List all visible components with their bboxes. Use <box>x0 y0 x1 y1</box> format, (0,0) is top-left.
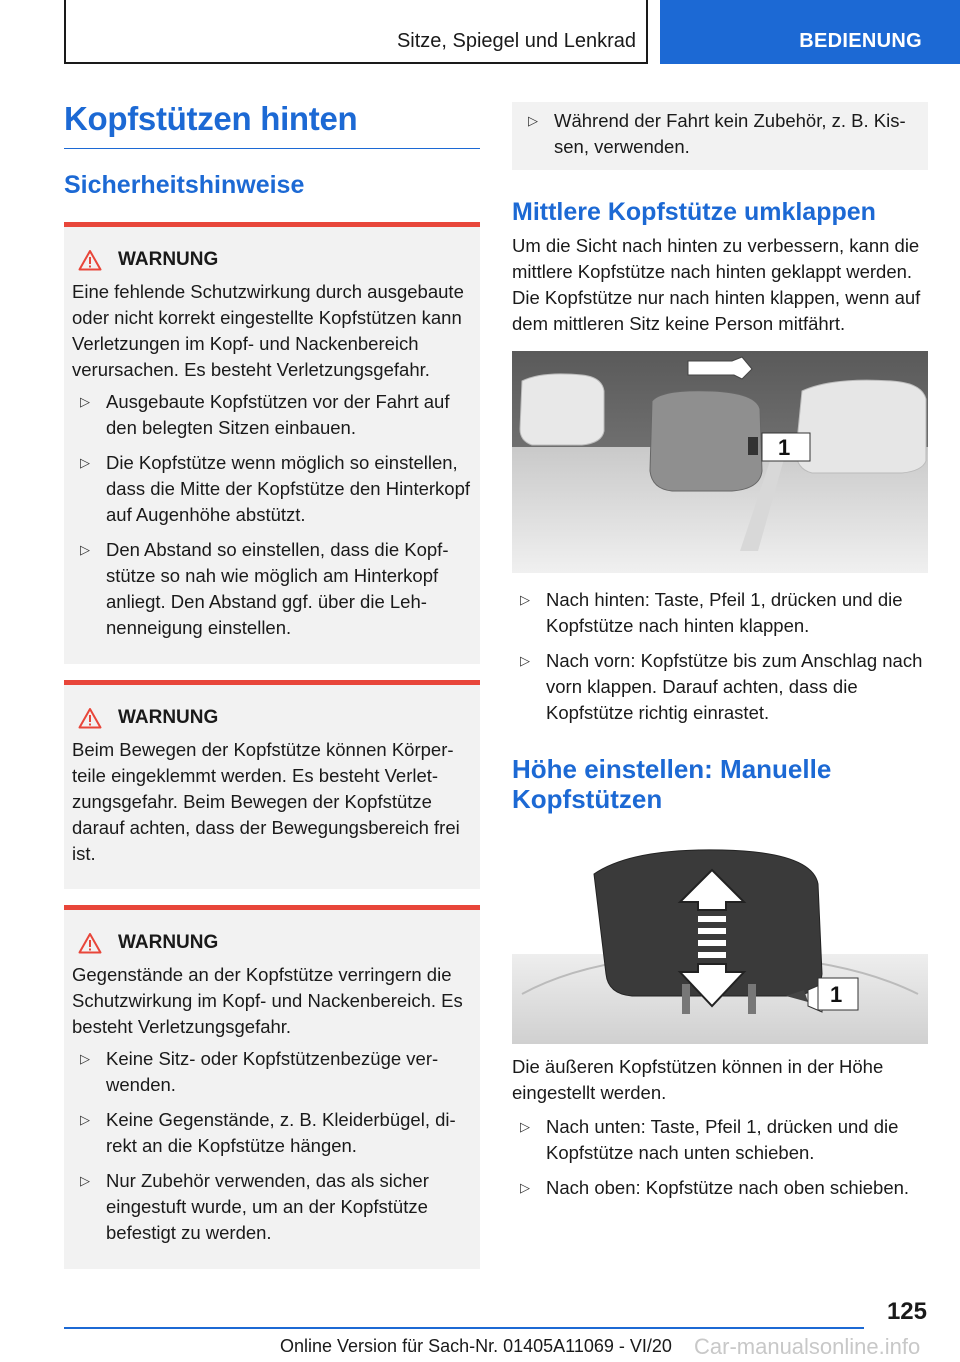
list-item <box>512 648 928 726</box>
chapter-tab[interactable] <box>660 0 960 64</box>
height-adjust-text: Die äußeren Kopfstützen können in der Höhe eingestellt werden. <box>512 1056 884 1103</box>
bullet-triangle-icon: ▷ <box>80 394 90 409</box>
warning-bullet-list <box>520 108 920 160</box>
list-item-text: Nach unten: Taste, Pfeil 1, drücken und die Kopfstütze nach unten schieben. <box>546 1116 899 1163</box>
warning-label: WARNUNG <box>118 707 219 728</box>
warning-text: Beim Bewegen der Kopfstütze können Körperteile eingeklemmt werden. Es besteht Verletzungsgefahr. Beim Bewegen der Kopfstütze darauf achten, dass der Bewegungsbereich frei ist. <box>72 739 460 864</box>
warning-header <box>78 249 472 271</box>
fold-headrest-text: Um die Sicht nach hinten zu verbessern, kann die mittlere Kopfstütze nach hinten geklappt werden. Die Kopfstütze nur nach hinten klappen, wenn auf dem mittleren Sitz keine Person mitfährt. <box>512 235 921 334</box>
heading-fold-headrest: Mittlere Kopfstütze umklappen <box>512 198 876 226</box>
list-item-text: Während der Fahrt kein Zubehör, z. B. Kissen, verwenden. <box>554 110 906 157</box>
header-divider-right <box>646 0 648 64</box>
warning-header <box>78 707 472 729</box>
warning-box-2 <box>64 680 480 889</box>
middle-headrest-illustration <box>512 351 928 573</box>
list-item <box>72 450 472 528</box>
height-adjust-bullets <box>512 1114 928 1201</box>
warning-text: Gegenstände an der Kopfstütze verringern die Schutzwirkung im Kopf- und Nackenbereich. Es besteht Verletzungsgefahr. <box>72 964 463 1037</box>
list-item-text: Keine Sitz- oder Kopfstützenbezüge verwenden. <box>106 1048 439 1095</box>
continued-warning-box <box>512 102 928 170</box>
bullet-triangle-icon: ▷ <box>80 1173 90 1188</box>
image-outer-headrest <box>512 844 928 1044</box>
bullet-triangle-icon: ▷ <box>520 1180 530 1195</box>
list-item-text: Den Abstand so einstellen, dass die Kopfstütze so nah wie möglich am Hinterkopf anliegt. Den Abstand ggf. über die Lehnenneigung einstellen. <box>106 539 449 638</box>
page-title: Kopfstützen hinten <box>64 100 358 137</box>
bullet-triangle-icon: ▷ <box>528 113 538 128</box>
page-number: 125 <box>886 1298 927 1325</box>
warning-bullet-list <box>72 389 472 641</box>
list-item <box>512 587 928 639</box>
warning-header <box>78 932 472 954</box>
list-item-text: Die Kopfstütze wenn möglich so einstellen, dass die Mitte der Kopfstütze den Hinterkopf auf Augenhöhe abstützt. <box>106 452 471 525</box>
warning-box-1 <box>64 222 480 664</box>
list-item <box>72 1107 472 1159</box>
list-item <box>512 1175 928 1201</box>
footer-rule <box>64 1327 864 1329</box>
list-item-text: Ausgebaute Kopfstützen vor der Fahrt auf den belegten Sitzen einbauen. <box>106 391 450 438</box>
warning-triangle-icon <box>78 249 102 271</box>
warning-label: WARNUNG <box>118 932 219 953</box>
outer-headrest-illustration <box>512 844 928 1044</box>
list-item <box>72 537 472 641</box>
bullet-triangle-icon: ▷ <box>520 653 530 668</box>
footer-online-version: Online Version für Sach-Nr. 01405A11069 - VI/20 <box>280 1336 672 1356</box>
bullet-triangle-icon: ▷ <box>520 592 530 607</box>
image2-callout-label: 1 <box>830 982 843 1007</box>
heading-height-adjust: Höhe einstellen: Manuelle Kopfstützen <box>512 754 832 814</box>
list-item <box>520 108 920 160</box>
left-column <box>64 100 480 1269</box>
chapter-tab-label: BEDIENUNG <box>799 30 922 52</box>
section-title: Sitze, Spiegel und Lenkrad <box>396 30 636 52</box>
bullet-triangle-icon: ▷ <box>80 542 90 557</box>
list-item-text: Keine Gegenstände, z. B. Kleiderbügel, direkt an die Kopfstütze hängen. <box>106 1109 456 1156</box>
warning-triangle-icon <box>78 932 102 954</box>
list-item-text: Nach hinten: Taste, Pfeil 1, drücken und die Kopfstütze nach hinten klappen. <box>546 589 903 636</box>
footer-watermark: Car-manualsonline.info <box>694 1334 921 1359</box>
list-item-text: Nach oben: Kopfstütze nach oben schieben. <box>546 1177 910 1198</box>
list-item <box>512 1114 928 1166</box>
list-item-text: Nach vorn: Kopfstütze bis zum Anschlag nach vorn klappen. Darauf achten, dass die Kopfstütze richtig einrastet. <box>546 650 923 723</box>
bullet-triangle-icon: ▷ <box>80 1112 90 1127</box>
image1-callout-label: 1 <box>778 435 791 460</box>
list-item <box>72 1046 472 1098</box>
warning-text: Eine fehlende Schutzwirkung durch ausgebaute oder nicht korrekt eingestellte Kopfstützen kann Verletzungen im Kopf- und Nackenbereich verursachen. Es besteht Verletzungsgefahr. <box>72 281 464 380</box>
bullet-triangle-icon: ▷ <box>80 1051 90 1066</box>
right-column <box>512 102 928 1210</box>
list-item <box>72 389 472 441</box>
header-divider-left <box>64 0 66 64</box>
subtitle-safety: Sicherheitshinweise <box>64 171 305 199</box>
header-underline <box>64 62 648 64</box>
bullet-triangle-icon: ▷ <box>520 1119 530 1134</box>
image-middle-headrest <box>512 351 928 573</box>
warning-box-3 <box>64 905 480 1269</box>
fold-headrest-bullets <box>512 587 928 726</box>
list-item-text: Nur Zubehör verwenden, das als sicher eingestuft wurde, um an der Kopfstütze befestigt zu werden. <box>106 1170 429 1243</box>
warning-bullet-list <box>72 1046 472 1246</box>
list-item <box>72 1168 472 1246</box>
bullet-triangle-icon: ▷ <box>80 455 90 470</box>
warning-triangle-icon <box>78 707 102 729</box>
warning-label: WARNUNG <box>118 249 219 270</box>
title-rule <box>64 148 480 149</box>
